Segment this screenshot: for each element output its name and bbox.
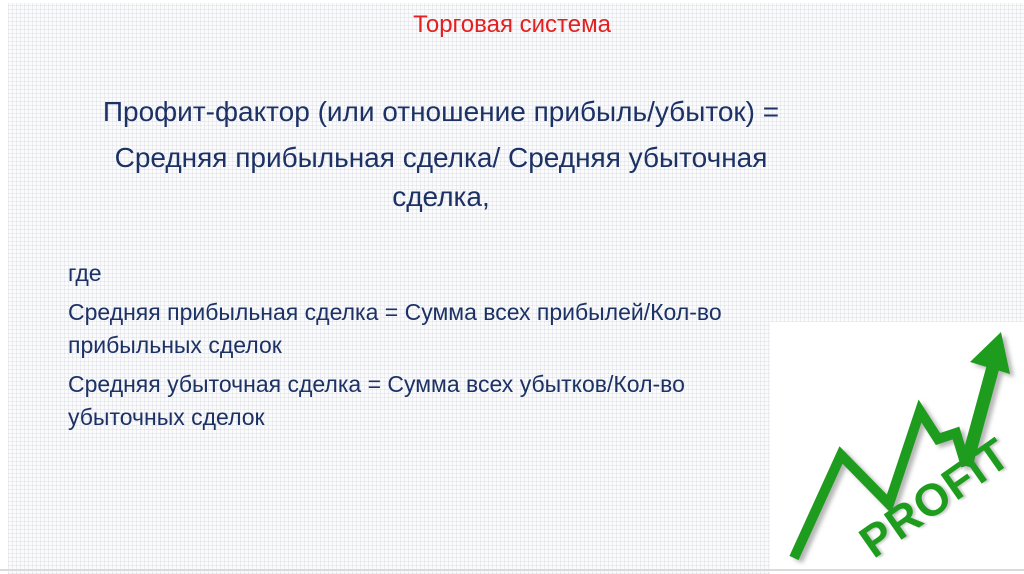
definitions-intro: где [68, 260, 102, 286]
heading-formula-part1: Средняя прибыльная сделка/ Средняя убыточная [114, 142, 768, 173]
heading-block [70, 92, 812, 216]
heading-line-formula [70, 138, 812, 216]
definition-profitable-trade [68, 296, 768, 362]
bottom-edge-line [0, 569, 1024, 571]
definitions-block [68, 257, 768, 440]
definition-losing-line1: Средняя убыточная сделка = Сумма всех убытков/Кол-во [68, 371, 685, 397]
heading-line-profit-factor: Профит-фактор (или отношение прибыль/убыток) = [102, 96, 780, 127]
definition-losing-trade [68, 368, 768, 434]
definition-profitable-line1: Средняя прибыльная сделка = Сумма всех прибылей/Кол-во [68, 299, 722, 325]
profit-label: PROFIT [850, 427, 1020, 568]
profit-clipart [770, 322, 1024, 574]
top-margin-strip [0, 0, 1024, 3]
definition-profitable-line2: прибыльных сделок [68, 332, 282, 358]
heading-formula-part2: сделка, [392, 181, 490, 212]
definition-losing-line2: убыточных сделок [68, 404, 265, 430]
slide-title: Торговая система [413, 11, 611, 38]
left-margin-strip [0, 0, 8, 574]
